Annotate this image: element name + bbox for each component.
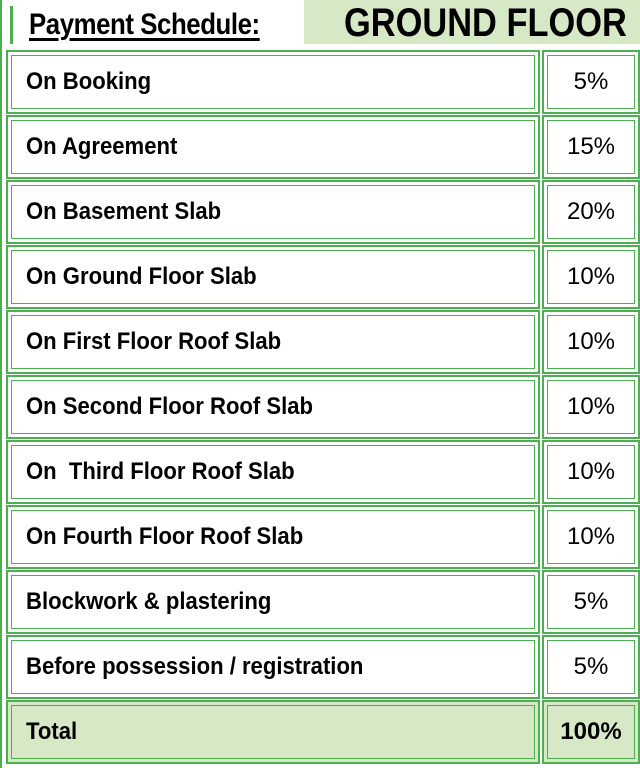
- stage-cell: [6, 635, 540, 699]
- stage-label: Blockwork & plastering: [26, 588, 272, 615]
- table-row: [6, 570, 640, 634]
- total-label: Total: [26, 718, 78, 745]
- stage-label: On Second Floor Roof Slab: [26, 393, 314, 420]
- percent-cell: [542, 180, 640, 244]
- floor-banner: [304, 0, 640, 44]
- stage-cell: [6, 180, 540, 244]
- table-row: [6, 50, 640, 114]
- percent-value: 10%: [566, 458, 616, 485]
- stage-cell: [6, 440, 540, 504]
- percent-value: 5%: [573, 588, 609, 615]
- percent-value: 20%: [566, 198, 616, 225]
- table-row: [6, 375, 640, 439]
- stage-label: On Fourth Floor Roof Slab: [26, 523, 304, 550]
- percent-cell: [542, 245, 640, 309]
- percent-cell: [542, 115, 640, 179]
- table-row: [6, 245, 640, 309]
- stage-label: On Basement Slab: [26, 198, 222, 225]
- stage-cell: [6, 115, 540, 179]
- percent-cell: [542, 505, 640, 569]
- percent-value: 5%: [573, 68, 609, 95]
- percent-cell: [542, 635, 640, 699]
- schedule-title: Payment Schedule:: [29, 8, 260, 41]
- percent-cell: [542, 310, 640, 374]
- stage-cell: [6, 375, 540, 439]
- percent-value: 10%: [566, 263, 616, 290]
- percent-cell: [542, 50, 640, 114]
- stage-label: On Ground Floor Slab: [26, 263, 257, 290]
- stage-cell: [6, 245, 540, 309]
- stage-cell: [6, 50, 540, 114]
- header: [0, 0, 640, 46]
- percent-value: 10%: [566, 328, 616, 355]
- stage-label: On First Floor Roof Slab: [26, 328, 282, 355]
- table-row: [6, 635, 640, 699]
- stage-cell: [6, 310, 540, 374]
- percent-cell: [542, 375, 640, 439]
- percent-value: 15%: [566, 133, 616, 160]
- total-row: [6, 700, 640, 764]
- stage-label: On Agreement: [26, 133, 178, 160]
- table-row: [6, 115, 640, 179]
- stage-cell: [6, 570, 540, 634]
- floor-title: GROUND FLOOR: [344, 1, 627, 44]
- total-value: 100%: [560, 718, 622, 745]
- total-label-cell: [6, 700, 540, 764]
- percent-value: 10%: [566, 393, 616, 420]
- percent-cell: [542, 440, 640, 504]
- left-border: [0, 0, 4, 768]
- table-row: [6, 180, 640, 244]
- percent-value: 5%: [573, 653, 609, 680]
- stage-cell: [6, 505, 540, 569]
- table-row: [6, 505, 640, 569]
- percent-cell: [542, 570, 640, 634]
- table-row: [6, 310, 640, 374]
- stage-label: On Booking: [26, 68, 152, 95]
- percent-value: 10%: [566, 523, 616, 550]
- stage-label: On Third Floor Roof Slab: [26, 458, 295, 485]
- total-value-cell: [542, 700, 640, 764]
- header-label-box: [10, 6, 302, 44]
- stage-label: Before possession / registration: [26, 653, 364, 680]
- table-row: [6, 440, 640, 504]
